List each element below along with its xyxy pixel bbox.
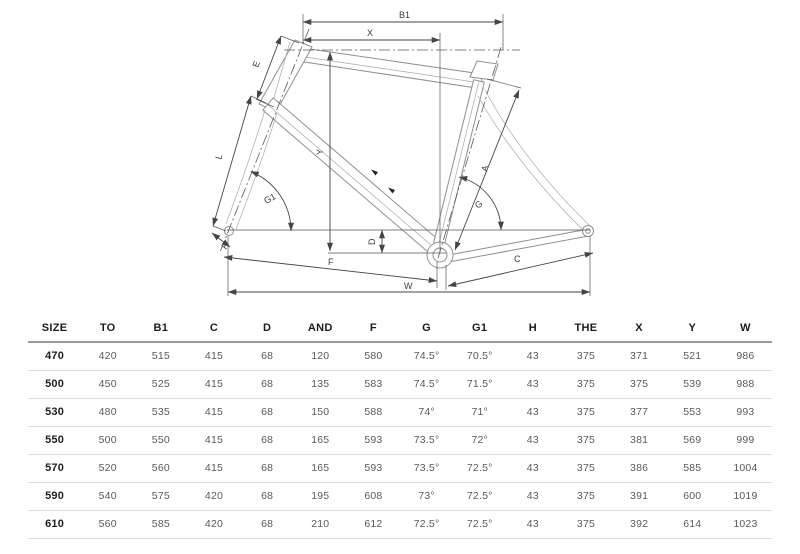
value-cell: 525 (134, 370, 187, 398)
value-cell: 540 (81, 482, 134, 510)
value-cell: 375 (559, 370, 612, 398)
col-header-to: TO (81, 314, 134, 342)
dim-label-a: A (479, 164, 491, 173)
dim-label-c: C (514, 254, 521, 264)
value-cell: 600 (666, 482, 719, 510)
value-cell: 575 (134, 482, 187, 510)
value-cell: 43 (506, 342, 559, 370)
dim-label-e: E (250, 59, 263, 69)
value-cell: 74.5° (400, 370, 453, 398)
value-cell: 608 (347, 482, 400, 510)
value-cell: 585 (134, 510, 187, 538)
size-cell: 550 (28, 426, 81, 454)
value-cell: 420 (187, 510, 240, 538)
dimension-lines (212, 10, 593, 296)
value-cell: 43 (506, 482, 559, 510)
size-cell: 610 (28, 510, 81, 538)
value-cell: 195 (294, 482, 347, 510)
value-cell: 73.5° (400, 426, 453, 454)
value-cell: 386 (613, 454, 666, 482)
value-cell: 43 (506, 510, 559, 538)
value-cell: 415 (187, 370, 240, 398)
value-cell: 150 (294, 398, 347, 426)
header-row (28, 314, 772, 342)
geometry-table-area (0, 314, 800, 539)
size-cell: 590 (28, 482, 81, 510)
value-cell: 420 (81, 342, 134, 370)
table-row (28, 370, 772, 398)
table-row (28, 482, 772, 510)
value-cell: 375 (559, 342, 612, 370)
dim-label-g: G (472, 198, 485, 211)
value-cell: 165 (294, 426, 347, 454)
value-cell: 515 (134, 342, 187, 370)
value-cell: 43 (506, 454, 559, 482)
value-cell: 68 (241, 510, 294, 538)
value-cell: 391 (613, 482, 666, 510)
value-cell: 375 (613, 370, 666, 398)
value-cell: 415 (187, 342, 240, 370)
col-header-x: X (613, 314, 666, 342)
value-cell: 135 (294, 370, 347, 398)
dim-label-x: X (367, 28, 374, 38)
value-cell: 520 (81, 454, 134, 482)
table-row (28, 342, 772, 370)
value-cell: 74° (400, 398, 453, 426)
value-cell: 553 (666, 398, 719, 426)
geometry-table (28, 314, 772, 539)
size-cell: 530 (28, 398, 81, 426)
col-header-b1: B1 (134, 314, 187, 342)
value-cell: 165 (294, 454, 347, 482)
value-cell: 72.5° (453, 510, 506, 538)
value-cell: 71° (453, 398, 506, 426)
table-row (28, 426, 772, 454)
value-cell: 588 (347, 398, 400, 426)
col-header-the: THE (559, 314, 612, 342)
dim-label-f: F (328, 257, 334, 267)
value-cell: 371 (613, 342, 666, 370)
col-header-and: AND (294, 314, 347, 342)
geometry-table-body (28, 342, 772, 538)
size-cell: 570 (28, 454, 81, 482)
value-cell: 375 (559, 454, 612, 482)
dim-label-d: D (367, 238, 377, 245)
value-cell: 72.5° (453, 454, 506, 482)
value-cell: 560 (81, 510, 134, 538)
col-header-c: C (187, 314, 240, 342)
value-cell: 480 (81, 398, 134, 426)
col-header-g: G (400, 314, 453, 342)
value-cell: 993 (719, 398, 772, 426)
col-header-w: W (719, 314, 772, 342)
value-cell: 375 (559, 510, 612, 538)
value-cell: 415 (187, 454, 240, 482)
value-cell: 73.5° (400, 454, 453, 482)
dim-label-h: H (219, 240, 232, 252)
value-cell: 70.5° (453, 342, 506, 370)
value-cell: 68 (241, 398, 294, 426)
value-cell: 68 (241, 342, 294, 370)
value-cell: 535 (134, 398, 187, 426)
value-cell: 74.5° (400, 342, 453, 370)
value-cell: 593 (347, 454, 400, 482)
value-cell: 999 (719, 426, 772, 454)
col-header-size: SIZE (28, 314, 81, 342)
value-cell: 120 (294, 342, 347, 370)
col-header-d: D (241, 314, 294, 342)
value-cell: 1004 (719, 454, 772, 482)
table-row (28, 510, 772, 538)
value-cell: 72° (453, 426, 506, 454)
dim-label-l: L (213, 152, 225, 161)
value-cell: 988 (719, 370, 772, 398)
value-cell: 415 (187, 398, 240, 426)
value-cell: 420 (187, 482, 240, 510)
frame-outline (225, 40, 594, 268)
value-cell: 68 (241, 482, 294, 510)
value-cell: 580 (347, 342, 400, 370)
value-cell: 375 (559, 482, 612, 510)
value-cell: 68 (241, 370, 294, 398)
value-cell: 43 (506, 426, 559, 454)
dim-label-g1: G1 (262, 191, 278, 206)
value-cell: 614 (666, 510, 719, 538)
value-cell: 569 (666, 426, 719, 454)
dim-label-w: W (404, 281, 413, 291)
value-cell: 72.5° (453, 482, 506, 510)
dim-label-y: Y (315, 148, 325, 155)
value-cell: 375 (559, 426, 612, 454)
col-header-y: Y (666, 314, 719, 342)
table-row (28, 454, 772, 482)
value-cell: 43 (506, 370, 559, 398)
value-cell: 560 (134, 454, 187, 482)
value-cell: 1019 (719, 482, 772, 510)
value-cell: 986 (719, 342, 772, 370)
value-cell: 73° (400, 482, 453, 510)
value-cell: 583 (347, 370, 400, 398)
value-cell: 415 (187, 426, 240, 454)
value-cell: 381 (613, 426, 666, 454)
value-cell: 375 (559, 398, 612, 426)
col-header-h: H (506, 314, 559, 342)
value-cell: 43 (506, 398, 559, 426)
value-cell: 210 (294, 510, 347, 538)
value-cell: 593 (347, 426, 400, 454)
value-cell: 68 (241, 426, 294, 454)
value-cell: 68 (241, 454, 294, 482)
size-cell: 500 (28, 370, 81, 398)
value-cell: 550 (134, 426, 187, 454)
value-cell: 585 (666, 454, 719, 482)
value-cell: 71.5° (453, 370, 506, 398)
col-header-g1: G1 (453, 314, 506, 342)
size-cell: 470 (28, 342, 81, 370)
value-cell: 612 (347, 510, 400, 538)
value-cell: 521 (666, 342, 719, 370)
value-cell: 377 (613, 398, 666, 426)
value-cell: 392 (613, 510, 666, 538)
value-cell: 1023 (719, 510, 772, 538)
table-row (28, 398, 772, 426)
value-cell: 539 (666, 370, 719, 398)
dim-label-b1: B1 (399, 10, 411, 20)
value-cell: 450 (81, 370, 134, 398)
col-header-f: F (347, 314, 400, 342)
geometry-table-header (28, 314, 772, 342)
value-cell: 500 (81, 426, 134, 454)
value-cell: 72.5° (400, 510, 453, 538)
